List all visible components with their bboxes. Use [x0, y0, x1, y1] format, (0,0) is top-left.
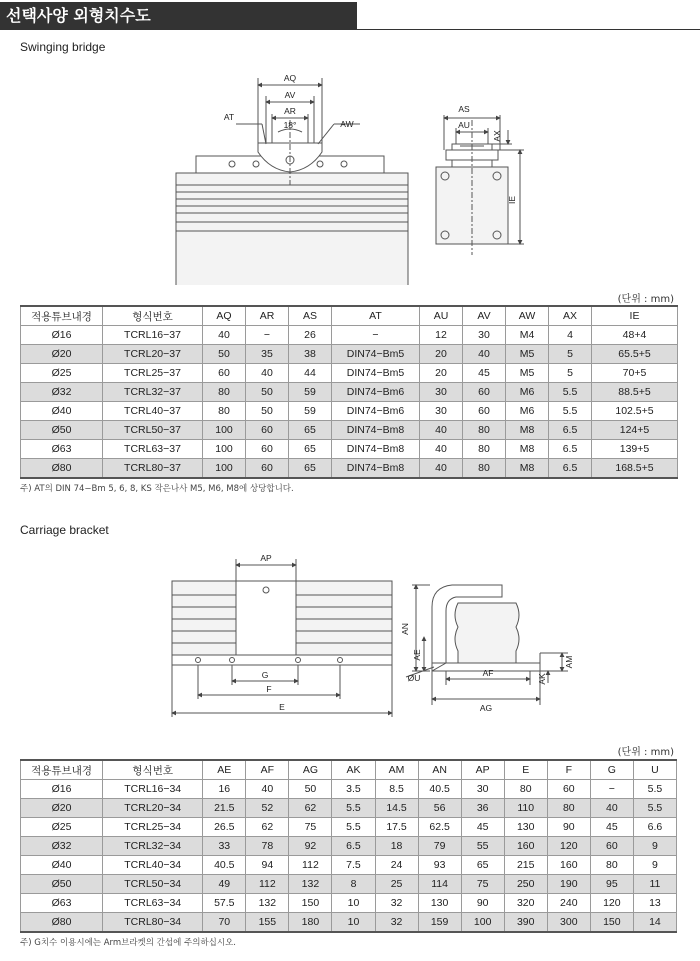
table-cell: 102.5+5	[592, 402, 678, 421]
dim-label-ap: AP	[260, 553, 272, 563]
table-cell: TCRL40−34	[103, 856, 203, 875]
table-cell: 100	[203, 421, 246, 440]
column-header: 형식번호	[103, 760, 203, 780]
dim-label-angle: 18°	[283, 120, 297, 130]
table-cell: 250	[504, 875, 547, 894]
table-cell: DIN74−Bm5	[332, 345, 420, 364]
table-cell: 94	[246, 856, 289, 875]
column-header: AW	[506, 306, 549, 326]
table-cell: 20	[420, 364, 463, 383]
column-header: F	[547, 760, 590, 780]
unit-label-1: (단위 : mm)	[617, 294, 674, 305]
table-cell: 17.5	[375, 818, 418, 837]
table-cell: 112	[289, 856, 332, 875]
column-header: E	[504, 760, 547, 780]
column-header: AX	[549, 306, 592, 326]
table-cell: M5	[506, 345, 549, 364]
table-cell: 80	[590, 856, 633, 875]
table-cell: 40	[420, 459, 463, 479]
table-cell: 49	[203, 875, 246, 894]
table-cell: 5.5	[633, 780, 676, 799]
table-cell: 70+5	[592, 364, 678, 383]
table-cell: 50	[289, 780, 332, 799]
table-cell: Ø20	[21, 345, 103, 364]
column-header: AK	[332, 760, 375, 780]
table-cell: 40	[246, 780, 289, 799]
table-cell: TCRL80−37	[103, 459, 203, 479]
table-cell: 100	[203, 459, 246, 479]
table-cell: 10	[332, 913, 375, 933]
column-header: AS	[289, 306, 332, 326]
table-cell: DIN74−Bm8	[332, 421, 420, 440]
table-cell: 65	[289, 440, 332, 459]
table-cell: M5	[506, 364, 549, 383]
table-cell: 13	[633, 894, 676, 913]
table-cell: 5.5	[332, 818, 375, 837]
table-row	[21, 894, 677, 913]
table-cell: TCRL25−37	[103, 364, 203, 383]
table-cell: 30	[461, 780, 504, 799]
column-header: AF	[246, 760, 289, 780]
table-cell: 390	[504, 913, 547, 933]
column-header: AV	[463, 306, 506, 326]
table-cell: 150	[289, 894, 332, 913]
table-cell: 65	[289, 459, 332, 479]
table-cell: Ø25	[21, 818, 103, 837]
section-title-carriage-bracket: Carriage bracket	[20, 523, 109, 537]
table-note-1: 주) AT의 DIN 74−Bm 5, 6, 8, KS 작은나사 M5, M6, M8에 상당합니다.	[20, 484, 294, 494]
table-cell: TCRL20−37	[103, 345, 203, 364]
table-cell: 5.5	[549, 402, 592, 421]
table-cell: 5	[549, 345, 592, 364]
table-cell: 155	[246, 913, 289, 933]
table-cell: TCRL16−34	[103, 780, 203, 799]
table-row	[21, 421, 678, 440]
table-cell: 60	[590, 837, 633, 856]
table-cell: 30	[420, 402, 463, 421]
table-cell: 50	[246, 383, 289, 402]
table-cell: TCRL50−34	[103, 875, 203, 894]
table-cell: 59	[289, 402, 332, 421]
column-header: AM	[375, 760, 418, 780]
table-cell: 30	[463, 326, 506, 345]
table-cell: 130	[504, 818, 547, 837]
table-cell: 33	[203, 837, 246, 856]
table-cell: TCRL32−34	[103, 837, 203, 856]
table-cell: 25	[375, 875, 418, 894]
table-cell: 112	[246, 875, 289, 894]
table-cell: 16	[203, 780, 246, 799]
table-cell: 38	[289, 345, 332, 364]
table-cell: M8	[506, 421, 549, 440]
table-cell: 80	[203, 383, 246, 402]
table-cell: 60	[463, 383, 506, 402]
table-cell: 6.6	[633, 818, 676, 837]
table-cell: 7.5	[332, 856, 375, 875]
table-note-2: 주) G치수 이용시에는 Arm브라켓의 간섭에 주의하십시오.	[20, 938, 236, 948]
table-cell: −	[332, 326, 420, 345]
table-cell: Ø80	[21, 459, 103, 479]
table-cell: 8.5	[375, 780, 418, 799]
table-row	[21, 913, 677, 933]
table-cell: TCRL16−37	[103, 326, 203, 345]
dim-label-af: AF	[482, 668, 494, 678]
table-row	[21, 345, 678, 364]
table-row	[21, 875, 677, 894]
dim-label-at: AT	[223, 112, 235, 122]
dim-label-ar: AR	[284, 106, 296, 116]
table-row	[21, 383, 678, 402]
table-cell: 11	[633, 875, 676, 894]
table-cell: 5	[549, 364, 592, 383]
table-cell: 6.5	[549, 459, 592, 479]
table-cell: 80	[203, 402, 246, 421]
column-header: 형식번호	[103, 306, 203, 326]
table-cell: 75	[289, 818, 332, 837]
table-cell: 80	[463, 440, 506, 459]
table-cell: DIN74−Bm6	[332, 402, 420, 421]
table-cell: 57.5	[203, 894, 246, 913]
table-cell: Ø25	[21, 364, 103, 383]
table-cell: TCRL40−37	[103, 402, 203, 421]
table-cell: 59	[289, 383, 332, 402]
table-cell: 40	[463, 345, 506, 364]
table-cell: 215	[504, 856, 547, 875]
table-cell: M8	[506, 440, 549, 459]
table-cell: 40	[420, 421, 463, 440]
table-cell: 62.5	[418, 818, 461, 837]
table-cell: 124+5	[592, 421, 678, 440]
table-cell: 132	[289, 875, 332, 894]
column-header: AP	[461, 760, 504, 780]
table-cell: 32	[375, 913, 418, 933]
table-cell: 190	[547, 875, 590, 894]
table-row	[21, 364, 678, 383]
table-cell: DIN74−Bm8	[332, 440, 420, 459]
dim-label-e: E	[279, 702, 285, 712]
table-cell: Ø20	[21, 799, 103, 818]
table-cell: 120	[590, 894, 633, 913]
table-cell: 160	[547, 856, 590, 875]
table-cell: 80	[504, 780, 547, 799]
table-cell: Ø32	[21, 383, 103, 402]
table-cell: 62	[289, 799, 332, 818]
table-cell: 159	[418, 913, 461, 933]
column-header: IE	[592, 306, 678, 326]
table-cell: 6.5	[332, 837, 375, 856]
table-cell: −	[590, 780, 633, 799]
table-cell: DIN74−Bm6	[332, 383, 420, 402]
dim-label-as: AS	[458, 104, 470, 114]
dim-label-f: F	[266, 684, 272, 694]
table-cell: 78	[246, 837, 289, 856]
table-cell: 240	[547, 894, 590, 913]
column-header: AR	[246, 306, 289, 326]
dim-label-au: AU	[458, 120, 470, 130]
unit-label-2: (단위 : mm)	[617, 747, 674, 758]
table-cell: 60	[246, 459, 289, 479]
table-cell: 48+4	[592, 326, 678, 345]
table-cell: 40.5	[418, 780, 461, 799]
table-cell: −	[246, 326, 289, 345]
dim-label-aq: AQ	[283, 73, 297, 83]
table-cell: 30	[420, 383, 463, 402]
table-cell: 110	[504, 799, 547, 818]
table-cell: 5.5	[549, 383, 592, 402]
table-cell: 9	[633, 856, 676, 875]
table-cell: 80	[547, 799, 590, 818]
dim-label-am: AM	[564, 655, 574, 669]
table-cell: 50	[246, 402, 289, 421]
table-row	[21, 402, 678, 421]
table-row	[21, 459, 678, 479]
header-rule	[357, 29, 700, 30]
table-cell: 168.5+5	[592, 459, 678, 479]
dim-label-ax: AX	[492, 130, 502, 142]
table-cell: Ø40	[21, 402, 103, 421]
table-cell: 52	[246, 799, 289, 818]
table-cell: 14	[633, 913, 676, 933]
table-cell: M8	[506, 459, 549, 479]
table-cell: 132	[246, 894, 289, 913]
column-header: 적용튜브내경	[21, 760, 103, 780]
dim-label-g: G	[261, 670, 269, 680]
swinging-bridge-table	[20, 305, 678, 479]
table-cell: 26	[289, 326, 332, 345]
table-header-row	[21, 306, 678, 326]
column-header: 적용튜브내경	[21, 306, 103, 326]
table-cell: 55	[461, 837, 504, 856]
table-cell: 120	[547, 837, 590, 856]
table-cell: 139+5	[592, 440, 678, 459]
table-cell: 60	[246, 421, 289, 440]
table-cell: M4	[506, 326, 549, 345]
table-cell: TCRL50−37	[103, 421, 203, 440]
table-cell: 300	[547, 913, 590, 933]
swinging-bridge-diagram	[0, 60, 700, 285]
table-cell: TCRL25−34	[103, 818, 203, 837]
table-cell: 60	[547, 780, 590, 799]
table-cell: 65.5+5	[592, 345, 678, 364]
table-cell: 26.5	[203, 818, 246, 837]
table-cell: 35	[246, 345, 289, 364]
table-cell: 45	[590, 818, 633, 837]
dim-label-an: AN	[400, 623, 410, 635]
table-cell: Ø32	[21, 837, 103, 856]
table-cell: 21.5	[203, 799, 246, 818]
table-cell: 70	[203, 913, 246, 933]
column-header: AQ	[203, 306, 246, 326]
table-cell: 320	[504, 894, 547, 913]
table-cell: 62	[246, 818, 289, 837]
table-cell: 5.5	[633, 799, 676, 818]
table-cell: 45	[461, 818, 504, 837]
table-cell: 50	[203, 345, 246, 364]
table-cell: Ø16	[21, 326, 103, 345]
table-cell: 45	[463, 364, 506, 383]
table-cell: 3.5	[332, 780, 375, 799]
column-header: AE	[203, 760, 246, 780]
table-cell: 12	[420, 326, 463, 345]
table-cell: 75	[461, 875, 504, 894]
table-cell: 90	[547, 818, 590, 837]
carriage-bracket-diagram	[0, 545, 700, 720]
table-cell: 180	[289, 913, 332, 933]
table-cell: 79	[418, 837, 461, 856]
table-cell: 88.5+5	[592, 383, 678, 402]
table-row	[21, 780, 677, 799]
table-row	[21, 326, 678, 345]
table-cell: TCRL63−37	[103, 440, 203, 459]
table-cell: 36	[461, 799, 504, 818]
table-cell: DIN74−Bm5	[332, 364, 420, 383]
table-row	[21, 440, 678, 459]
column-header: AG	[289, 760, 332, 780]
table-cell: 4	[549, 326, 592, 345]
table-cell: 6.5	[549, 421, 592, 440]
table-cell: Ø80	[21, 913, 103, 933]
table-cell: 90	[461, 894, 504, 913]
section-title-swinging-bridge: Swinging bridge	[20, 40, 106, 54]
table-cell: 130	[418, 894, 461, 913]
table-row	[21, 799, 677, 818]
table-cell: 40	[246, 364, 289, 383]
table-cell: Ø50	[21, 875, 103, 894]
table-cell: 10	[332, 894, 375, 913]
table-cell: 160	[504, 837, 547, 856]
table-cell: 114	[418, 875, 461, 894]
table-cell: 100	[203, 440, 246, 459]
column-header: U	[633, 760, 676, 780]
table-cell: 60	[246, 440, 289, 459]
table-row	[21, 837, 677, 856]
table-row	[21, 856, 677, 875]
column-header: AT	[332, 306, 420, 326]
table-cell: 20	[420, 345, 463, 364]
table-cell: 92	[289, 837, 332, 856]
table-cell: 150	[590, 913, 633, 933]
table-cell: M6	[506, 402, 549, 421]
table-cell: Ø50	[21, 421, 103, 440]
table-cell: 60	[463, 402, 506, 421]
table-cell: 40	[203, 326, 246, 345]
table-cell: Ø63	[21, 440, 103, 459]
column-header: G	[590, 760, 633, 780]
table-cell: 95	[590, 875, 633, 894]
dim-label-ag: AG	[479, 703, 493, 713]
table-cell: 40	[590, 799, 633, 818]
table-cell: 80	[463, 421, 506, 440]
table-cell: Ø63	[21, 894, 103, 913]
column-header: AN	[418, 760, 461, 780]
table-cell: 8	[332, 875, 375, 894]
table-header-row	[21, 760, 677, 780]
dim-label-aw: AW	[340, 119, 354, 129]
table-cell: 56	[418, 799, 461, 818]
table-cell: DIN74−Bm8	[332, 459, 420, 479]
table-cell: 44	[289, 364, 332, 383]
carriage-bracket-table	[20, 759, 677, 933]
table-cell: 100	[461, 913, 504, 933]
dim-label-ak: AK	[537, 673, 547, 685]
table-cell: Ø40	[21, 856, 103, 875]
table-cell: 32	[375, 894, 418, 913]
table-cell: 40.5	[203, 856, 246, 875]
table-cell: 93	[418, 856, 461, 875]
table-cell: 65	[289, 421, 332, 440]
table-cell: 80	[463, 459, 506, 479]
table-cell: 5.5	[332, 799, 375, 818]
table-row	[21, 818, 677, 837]
column-header: AU	[420, 306, 463, 326]
table-cell: M6	[506, 383, 549, 402]
table-cell: 65	[461, 856, 504, 875]
table-cell: TCRL32−37	[103, 383, 203, 402]
page-title: 선택사양 외형치수도	[0, 2, 357, 30]
table-cell: Ø16	[21, 780, 103, 799]
dim-label-ou: ØU	[407, 673, 421, 683]
table-cell: 18	[375, 837, 418, 856]
table-cell: 40	[420, 440, 463, 459]
table-cell: 60	[203, 364, 246, 383]
table-cell: 9	[633, 837, 676, 856]
dim-label-av: AV	[284, 90, 296, 100]
dim-label-ae: AE	[412, 649, 422, 661]
table-cell: 14.5	[375, 799, 418, 818]
table-cell: 24	[375, 856, 418, 875]
table-cell: TCRL20−34	[103, 799, 203, 818]
dim-label-ie: IE	[507, 195, 517, 205]
table-cell: 6.5	[549, 440, 592, 459]
table-cell: TCRL63−34	[103, 894, 203, 913]
table-cell: TCRL80−34	[103, 913, 203, 933]
